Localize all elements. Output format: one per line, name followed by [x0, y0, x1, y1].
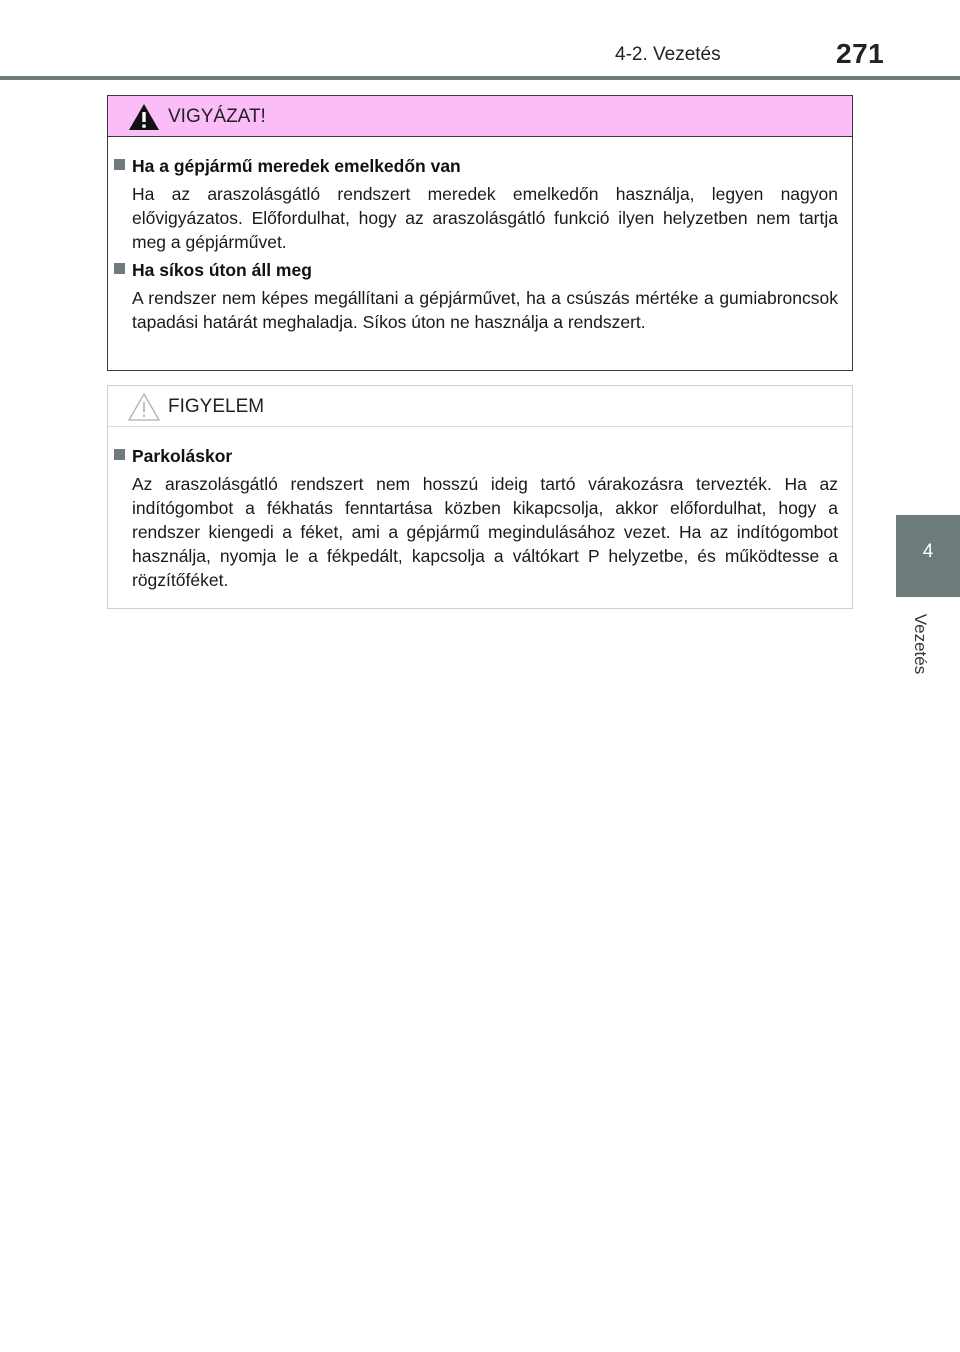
- warning-box-header: [108, 96, 852, 137]
- warning-item-title: Ha a gépjármű meredek emelkedőn van: [108, 154, 852, 178]
- header-divider: [0, 76, 960, 80]
- square-bullet-icon: [114, 449, 125, 460]
- warning-item: [108, 154, 852, 254]
- notice-item: [108, 444, 852, 592]
- chapter-number: 4: [922, 541, 934, 562]
- page-number: 271: [836, 38, 885, 69]
- warning-item-title: Ha síkos úton áll meg: [108, 258, 852, 282]
- warning-item-text: Ha az araszolásgátló rendszert meredek emelkedőn használja, legyen nagyon elővigyázatos. Előfordulhat, hogy az araszolásgátló funkció ilyen helyzetben nem tartja meg a gépjárművet.: [132, 184, 838, 252]
- square-bullet-icon: [114, 159, 125, 170]
- chapter-label: Vezetés: [911, 613, 930, 675]
- warning-triangle-icon: [128, 102, 160, 132]
- square-bullet-icon: [114, 263, 125, 274]
- warning-box-title: VIGYÁZAT!: [168, 106, 266, 127]
- notice-item-title: Parkoláskor: [108, 444, 852, 468]
- notice-item-text: Az araszolásgátló rendszert nem hosszú ideig tartó várakozásra tervezték. Ha az indítógombot a fékhatás fenntartása közben kikapcsolja, akkor előfordulhat, hogy a rendszer kiengedi a féket, ami a gépjármű megindulásához vezet. Ha az indítógombot használja, nyomja le a fékpedált, kapcsolja a váltókart P helyzetbe, és működtesse a rögzítőféket.: [132, 474, 838, 590]
- notice-box-title: FIGYELEM: [168, 396, 265, 417]
- chapter-tab: [896, 515, 960, 597]
- warning-item-text: A rendszer nem képes megállítani a gépjárművet, ha a csúszás mértéke a gumiabroncsok tapadási határát meghaladja. Síkos úton ne használja a rendszert.: [132, 288, 838, 332]
- warning-box: [107, 95, 853, 371]
- chapter-side-label: [884, 604, 956, 684]
- notice-box-header: [108, 386, 852, 427]
- caution-outline-icon: [128, 392, 160, 422]
- warning-item: [108, 258, 852, 334]
- section-title: 4-2. Vezetés: [615, 44, 721, 65]
- notice-box: [107, 385, 853, 609]
